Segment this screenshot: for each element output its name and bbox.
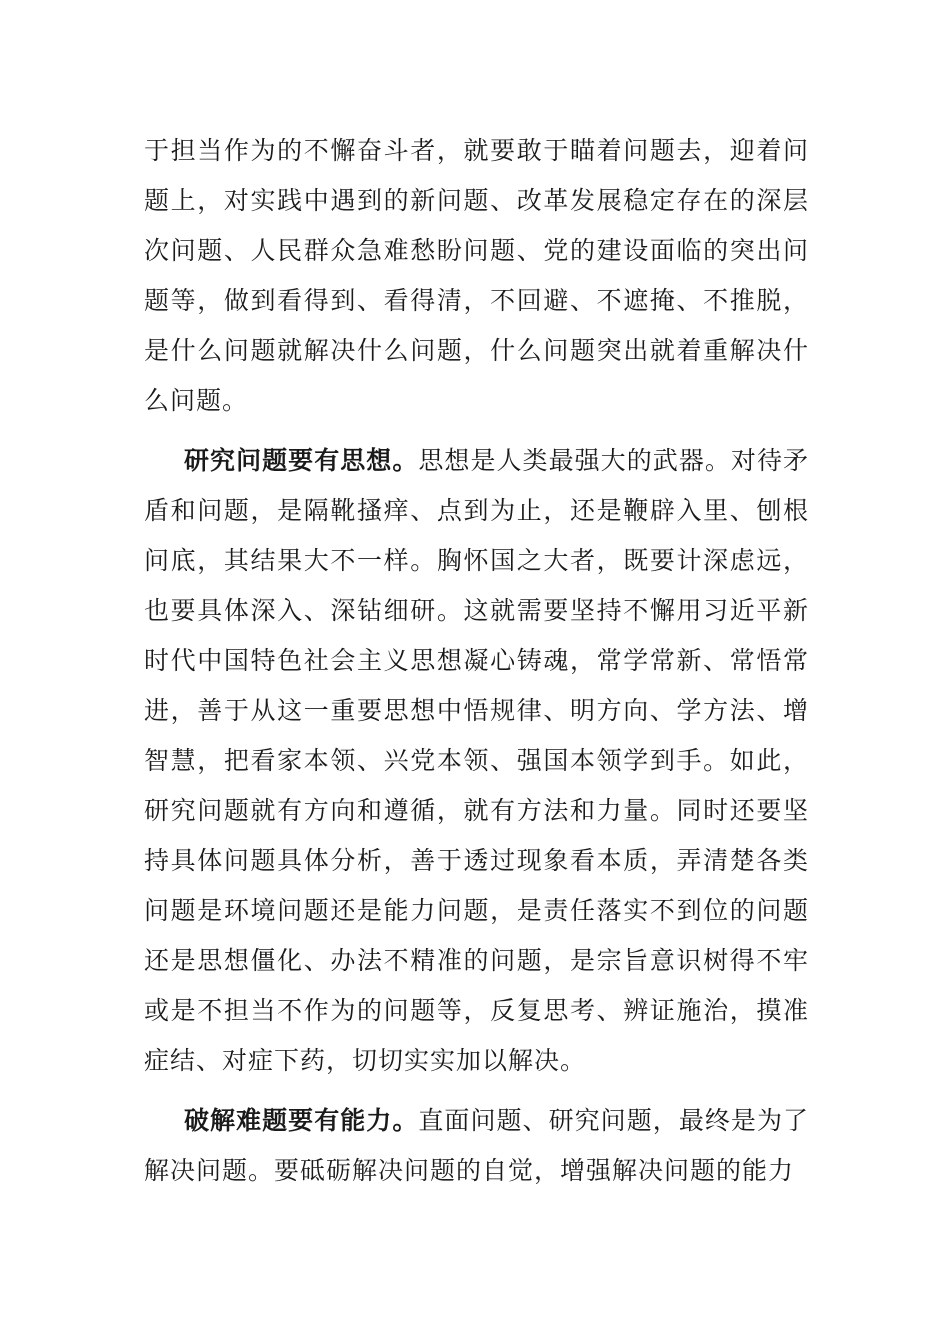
- paragraph-continuation: [144, 126, 809, 426]
- paragraph-solve-problems: [144, 1096, 809, 1196]
- paragraph-text: 于担当作为的不懈奋斗者，就要敢于瞄着问题去，迎着问题上，对实践中遇到的新问题、改革发展稳定存在的深层次问题、人民群众急难愁盼问题、党的建设面临的突出问题等，做到看得到、看得清，不回避、不遮掩、不推脱，是什么问题就解决什么问题，什么问题突出就着重解决什么问题。: [144, 136, 809, 415]
- paragraph-text: 思想是人类最强大的武器。对待矛盾和问题，是隔靴搔痒、点到为止，还是鞭辟入里、刨根问底，其结果大不一样。胸怀国之大者，既要计深虑远，也要具体深入、深钻细研。这就需要坚持不懈用习近平新时代中国特色社会主义思想凝心铸魂，常学常新、常悟常进，善于从这一重要思想中悟规律、明方向、学方法、增智慧，把看家本领、兴党本领、强国本领学到手。如此，研究问题就有方向和遵循，就有方法和力量。同时还要坚持具体问题具体分析，善于透过现象看本质，弄清楚各类问题是环境问题还是能力问题，是责任落实不到位的问题还是思想僵化、办法不精准的问题，是宗旨意识树得不牢或是不担当不作为的问题等，反复思考、辨证施治，摸准症结、对症下药，切切实实加以解决。: [144, 446, 809, 1075]
- paragraph-research-problems: [144, 436, 809, 1086]
- document-body: [144, 126, 809, 1196]
- paragraph-heading: 研究问题要有思想。: [184, 446, 419, 475]
- paragraph-heading: 破解难题要有能力。: [184, 1106, 419, 1135]
- paragraph-text: 直面问题、研究问题，最终是为了解决问题。要砥砺解决问题的自觉，增强解决问题的能力: [144, 1106, 809, 1185]
